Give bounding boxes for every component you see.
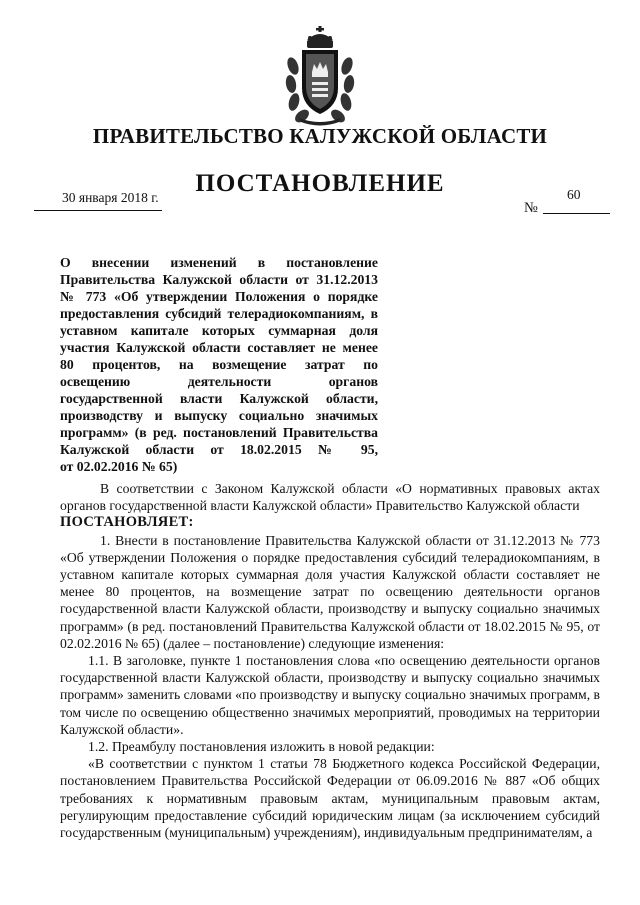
subject-line: 80 процентов, на возмещение затрат по xyxy=(60,357,378,372)
subject-line: государственной власти Калужской области, xyxy=(60,391,378,406)
government-title: ПРАВИТЕЛЬСТВО КАЛУЖСКОЙ ОБЛАСТИ xyxy=(92,124,548,148)
subject-line: участия Калужской области составляет не менее xyxy=(60,340,378,355)
decree-body xyxy=(60,480,600,841)
decree-subject xyxy=(60,254,378,475)
date-underline xyxy=(34,210,162,211)
decree-number: 60 xyxy=(567,187,581,202)
clause-1-2: 1.2. Преамбулу постановления изложить в новой редакции: xyxy=(88,739,435,755)
subject-line: О внесении изменений в постановление xyxy=(60,255,378,270)
quoted-preamble: «В соответствии с пунктом 1 статьи 78 Бюджетного кодекса Российской Федерации, постановлением Правительства Российской Федерации от 06.09.2016 № 887 «Об общих требованиях к нормативным правовым актам, муниципальным правовым актам, регулирующим предоставление субсидий юридическим лицам (за исключением субсидий государственным (муниципальным) учреждениям), индивидуальным предпринимателям, а xyxy=(60,756,600,841)
subject-line: программ» (в ред. постановлений Правительства xyxy=(60,425,378,440)
decree-title: ПОСТАНОВЛЕНИЕ xyxy=(195,170,445,197)
decree-date: 30 января 2018 г. xyxy=(62,190,159,205)
subject-line: Калужской области от 18.02.2015 № 95, xyxy=(60,442,378,457)
decree-number-label: № xyxy=(524,200,538,216)
subject-line: № 773 «Об утверждении Положения о порядке xyxy=(60,289,378,304)
kaluga-coat-of-arms-icon xyxy=(285,26,355,126)
subject-line: Правительства Калужской области от 31.12.2013 xyxy=(60,272,378,287)
subject-line: производству и выпуску социально значимых xyxy=(60,408,378,423)
clause-1: 1. Внести в постановление Правительства Калужской области от 31.12.2013 № 773 «Об утверждении Положения о порядке предоставления субсидий телерадиокомпаниям, в уставном капитале которых суммарная доля участия Калужской области составляет не менее 80 процентов, на возмещение затрат по освещению деятельности органов государственной власти Калужской области, производству и выпуску социально значимых программ» (в ред. постановлений Правительства Калужской области от 18.02.2015 № 95, от 02.02.2016 № 65) (далее – постановление) следующие изменения: xyxy=(60,532,600,651)
subject-line: предоставления субсидий телерадиокомпаниям, в xyxy=(60,306,378,321)
preamble-paragraph: В соответствии с Законом Калужской области «О нормативных правовых актах органов государственной власти Калужской области» Правительство Калужской области xyxy=(60,481,600,514)
number-underline xyxy=(543,213,610,214)
resolves-heading: ПОСТАНОВЛЯЕТ: xyxy=(60,514,194,531)
subject-line: уставном капитале которых суммарная доля xyxy=(60,323,378,338)
clause-1-1: 1.1. В заголовке, пункте 1 постановления слова «по освещению деятельности органов государственной власти Калужской области, производству и выпуску социально значимых программ» заменить словами «по производству и выпуску социально значимых программ, в том числе по освещению общественно значимых мероприятий, проводимых на территории Калужской области». xyxy=(60,653,601,737)
subject-line: от 02.02.2016 № 65) xyxy=(60,459,178,474)
subject-line: освещению деятельности органов xyxy=(60,374,378,389)
